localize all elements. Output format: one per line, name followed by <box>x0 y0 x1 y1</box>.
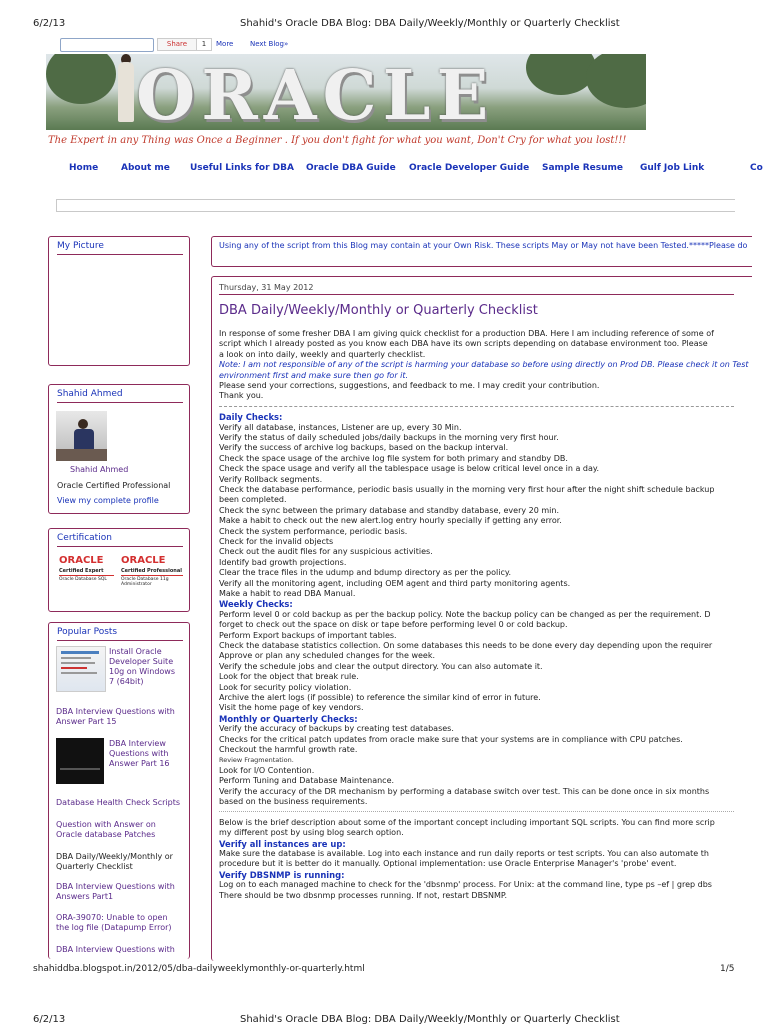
popular-post-4[interactable]: Database Health Check Scripts <box>56 798 181 807</box>
dbsnmp-line: There should be two dbsnmp processes running. If not, restart DBSNMP. <box>219 890 508 900</box>
nav-useful-links[interactable]: Useful Links for DBA <box>190 163 294 173</box>
monthly-item: Verify the accuracy of backups by creating test databases. <box>219 724 454 734</box>
send-line: Please send your corrections, suggestions, and feedback to me. I may credit your contribution. <box>219 381 600 390</box>
intro-line: a look on into daily, weekly and quarterly checklist. <box>219 349 426 359</box>
popular-post-5[interactable]: Question with Answer on Oracle database Patches <box>56 820 156 839</box>
dbsnmp-line: Log on to each managed machine to check for the 'dbsnmp' process. For Unix: at the command line, type ps –ef | grep dbs <box>219 880 712 890</box>
daily-item: Check the space usage and verify all the tablespace usage is below critical level once in a day. <box>219 464 600 474</box>
popular-post-7[interactable]: DBA Interview Questions with Answers Part1 <box>56 882 175 901</box>
certification-widget <box>48 528 190 612</box>
weekly-item: Look for the object that break rule. <box>219 672 359 682</box>
weekly-item: Perform Export backups of important tables. <box>219 630 397 640</box>
monthly-item: Checkout the harmful growth rate. <box>219 745 358 754</box>
daily-item: Check the system performance, periodic basis. <box>219 526 408 536</box>
monthly-checks-heading: Monthly or Quarterly Checks: <box>219 713 358 724</box>
verify-line: procedure but it is better do it manually. Optional implementation: use Oracle Enterprise Manager's 'probe' event. <box>219 859 677 869</box>
daily-item: Verify all the monitoring agent, including OEM agent and third party monitoring agents. <box>219 578 571 588</box>
print-footer-url: shahiddba.blogspot.in/2012/05/dba-dailyweeklymonthly-or-quarterly.html <box>33 964 365 974</box>
view-profile-link[interactable]: View my complete profile <box>57 496 159 505</box>
popular-post-6[interactable]: DBA Daily/Weekly/Monthly or Quarterly Checklist <box>56 852 173 871</box>
certification-title: Certification <box>57 533 112 543</box>
post-date: Thursday, 31 May 2012 <box>219 283 314 292</box>
note-line: environment first and make sure then go for it. <box>219 370 409 380</box>
monthly-item: Look for I/O Contention. <box>219 765 315 775</box>
monthly-item: Perform Tuning and Database Maintenance. <box>219 776 395 786</box>
profile-widget <box>48 384 190 514</box>
weekly-item: Visit the home page of key vendors. <box>219 703 364 713</box>
print-date: 6/2/13 <box>33 18 66 29</box>
weekly-item: Look for security policy violation. <box>219 682 352 692</box>
daily-item: Check the sync between the primary database and standby database, every 20 min. <box>219 505 560 515</box>
verify-dbsnmp-heading: Verify DBSNMP is running: <box>219 869 345 880</box>
daily-item: been completed. <box>219 495 287 505</box>
intro-line: script which I already posted as you know each DBA have its own scripts depending on database environment too. Please <box>219 339 708 349</box>
verify-line: Make sure the database is available. Log into each instance and run daily reports or test scripts. You can also automate th <box>219 849 709 858</box>
daily-item: Identify bad growth projections. <box>219 557 347 567</box>
more-link[interactable]: More <box>216 40 234 48</box>
monthly-item: based on the business requirements. <box>219 797 368 806</box>
daily-item: Make a habit to check out the new alert.log entry hourly specially if getting any error. <box>219 516 562 526</box>
nav-gulf-job[interactable]: Gulf Job Link <box>640 163 705 173</box>
daily-item: Check for the invalid objects <box>219 537 334 546</box>
profile-subtitle: Oracle Certified Professional <box>57 481 171 490</box>
date-rule <box>219 294 734 295</box>
next-page-title: Shahid's Oracle DBA Blog: DBA Daily/Weekly/Monthly or Quarterly Checklist <box>240 1014 620 1025</box>
my-picture-title: My Picture <box>57 241 104 251</box>
header-banner <box>46 54 646 130</box>
popular-posts-title: Popular Posts <box>57 627 118 637</box>
intro-line: In response of some fresher DBA I am giving quick checklist for a production DBA. Here I am including reference of some of <box>219 329 714 338</box>
disclaimer-notice: Using any of the script from this Blog may contain at your Own Risk. These scripts May or May not have been Tested.*****Please do <box>219 241 748 250</box>
daily-item: Make a habit to read DBA Manual. <box>219 589 356 598</box>
daily-item: Check out the audit files for any suspicious activities. <box>219 547 433 557</box>
popular-post-8[interactable]: ORA-39070: Unable to open the log file (Datapump Error) <box>56 913 172 932</box>
nav-developer-guide[interactable]: Oracle Developer Guide <box>409 163 530 173</box>
dotted-divider <box>219 811 734 812</box>
popular-post-1[interactable]: Install Oracle Developer Suite 10g on Windows 7 (64bit) <box>109 647 176 686</box>
brief-line: my different post by using blog search option. <box>219 828 404 838</box>
weekly-item: Perform level 0 or cold backup as per the backup policy. Note the backup policy can be changed as per the requirement. D <box>219 609 711 619</box>
brief-line: Below is the brief description about some of the important concept including important SQL scripts. You can find more scrip <box>219 817 715 827</box>
post-thumb-install[interactable] <box>56 646 106 692</box>
nav-dba-guide[interactable]: Oracle DBA Guide <box>306 163 396 173</box>
profile-title: Shahid Ahmed <box>57 389 123 399</box>
review-note: Review Fragmentation. <box>219 756 294 765</box>
cert-badge-expert: ORACLE Certified Expert Oracle Database SQL <box>59 555 114 582</box>
weekly-item: Approve or plan any scheduled changes for the week. <box>219 651 436 661</box>
popular-post-2[interactable]: DBA Interview Questions with Answer Part 15 <box>56 707 175 726</box>
person-figure <box>118 62 134 122</box>
profile-photo <box>56 411 107 461</box>
popular-post-3[interactable]: DBA Interview Questions with Answer Part 16 <box>109 739 170 768</box>
cert-badge-professional: ORACLE Certified Professional Oracle Database 11g Administrator <box>121 555 182 587</box>
send-line: Thank you. <box>219 391 264 401</box>
daily-item: Check the database performance, periodic basis usually in the morning very first hour after the night shift schedule backup <box>219 485 715 494</box>
nav-sample-resume[interactable]: Sample Resume <box>542 163 623 173</box>
search-bar[interactable] <box>56 199 735 212</box>
monthly-item: Checks for the critical patch updates from oracle make sure that your systems are in compliance with CPU patches. <box>219 734 683 744</box>
print-title: Shahid's Oracle DBA Blog: DBA Daily/Weekly/Monthly or Quarterly Checklist <box>240 18 620 29</box>
post-title[interactable]: DBA Daily/Weekly/Monthly or Quarterly Checklist <box>219 303 538 318</box>
weekly-item: Archive the alert logs (if possible) to reference the similar kind of error in future. <box>219 693 541 702</box>
daily-checks-heading: Daily Checks: <box>219 412 283 423</box>
note-line: Note: I am not responsible of any of the script is harming your database so before using directly on Prod DB. Please check it on Test <box>219 360 749 370</box>
profile-name[interactable]: Shahid Ahmed <box>70 465 129 474</box>
daily-item: Clear the trace files in the udump and bdump directory as per the policy. <box>219 568 511 578</box>
daily-item: Verify the status of daily scheduled jobs/daily backups in the morning very first hour. <box>219 433 559 442</box>
daily-item: Verify the success of archive log backups, based on the backup interval. <box>219 443 509 453</box>
popular-post-9[interactable]: DBA Interview Questions with <box>56 945 175 954</box>
weekly-checks-heading: Weekly Checks: <box>219 599 293 610</box>
print-footer-page: 1/5 <box>720 964 735 974</box>
share-button[interactable]: Share <box>157 38 197 51</box>
verify-instances-heading: Verify all instances are up: <box>219 838 346 849</box>
nav-contact[interactable]: Co <box>750 163 763 173</box>
weekly-item: forget to check out the space on disk or tape before performing level 0 or cold backup. <box>219 620 568 630</box>
nav-home[interactable]: Home <box>69 163 99 173</box>
daily-item: Verify all database, instances, Listener are up, every 30 Min. <box>219 422 462 432</box>
dashed-divider <box>219 406 734 407</box>
monthly-item: Verify the accuracy of the DR mechanism by performing a database switch over test. This can be done once in six months <box>219 786 710 796</box>
daily-item: Check the space usage of the archive log file system for both primary and standby DB. <box>219 453 568 463</box>
next-page-date: 6/2/13 <box>33 1014 66 1025</box>
next-blog-link[interactable]: Next Blog» <box>250 40 289 48</box>
oracle-logo: ORACLE <box>136 56 495 130</box>
share-count: 1 <box>196 38 212 51</box>
post-thumb-interview[interactable] <box>56 738 104 784</box>
daily-item: Verify Rollback segments. <box>219 474 323 484</box>
blog-tagline: The Expert in any Thing was Once a Beginner . If you don't fight for what you want, Don't Cry for what you lost!!! <box>48 135 627 146</box>
weekly-item: Check the database statistics collection. On some databases this needs to be done every day depending upon the requirer <box>219 641 713 650</box>
weekly-item: Verify the schedule jobs and clear the output directory. You can also automate it. <box>219 661 543 671</box>
my-picture-widget <box>48 236 190 366</box>
nav-about[interactable]: About me <box>121 163 170 173</box>
blog-search-box[interactable] <box>60 38 154 52</box>
